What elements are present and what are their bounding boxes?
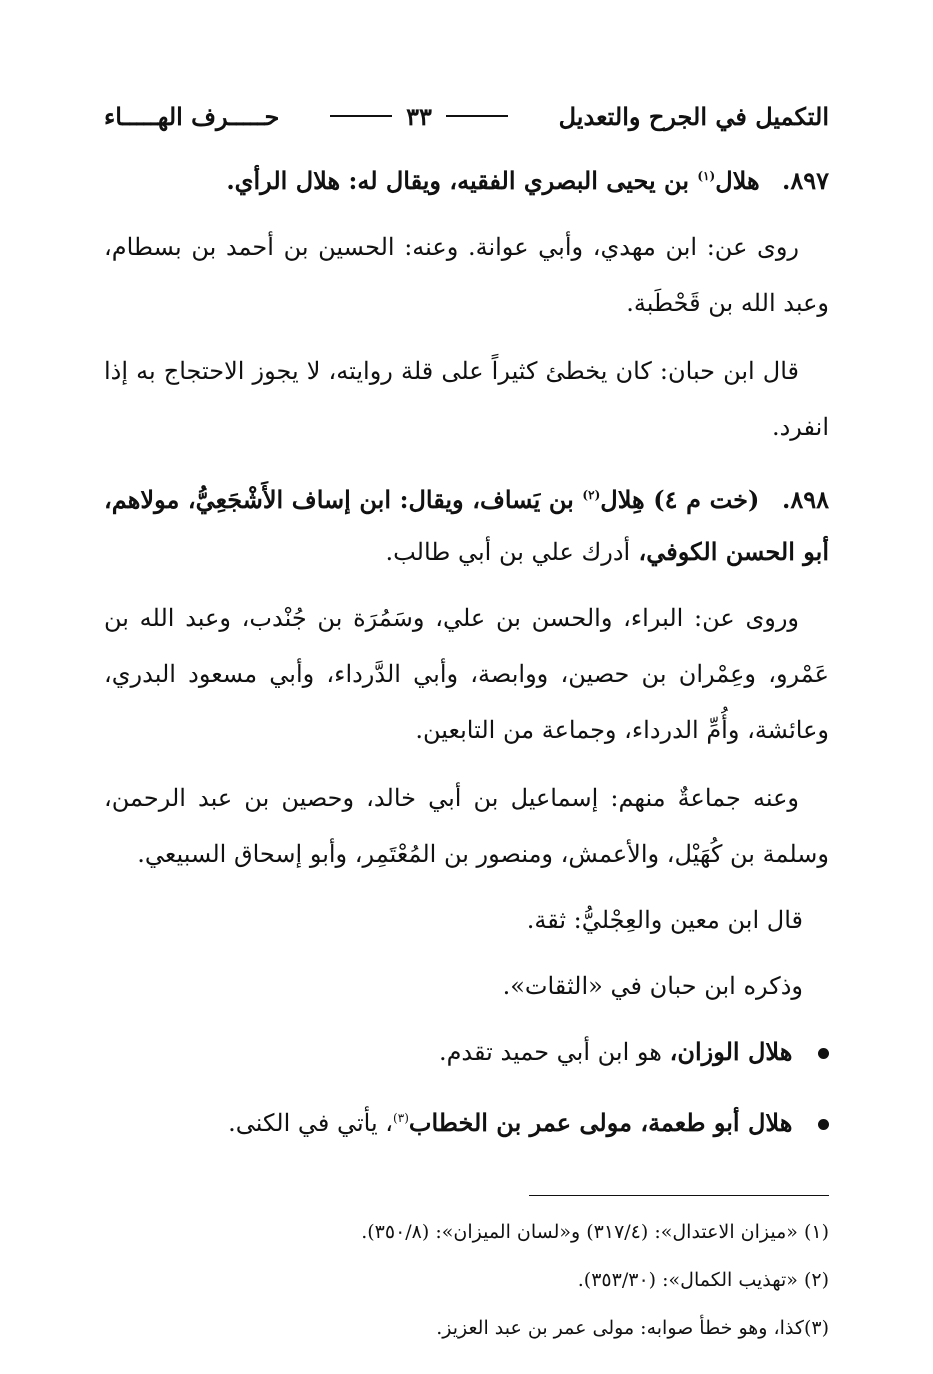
entry-898-grading: قال ابن معين والعِجْليُّ: ثقة. [526, 906, 803, 934]
footnote-divider [529, 1195, 829, 1196]
entry-name: هِلال [600, 485, 645, 514]
bullet-icon [818, 1048, 829, 1059]
book-title: التكميل في الجرح والتعديل [558, 101, 829, 131]
footnote: (٣)كذا، وهو خطأ صوابه: مولى عمر بن عبد العزيز. [436, 1317, 829, 1339]
entry-title-rest: بن يحيى البصري الفقيه، ويقال له: هلال الرأي. [226, 166, 689, 195]
footnote: (١) «ميزان الاعتدال»: (٣١٧/٤) و«لسان الميزان»: (٣٥٠/٨). [361, 1221, 829, 1243]
cross-reference-name: هلال الوزان، [669, 1037, 793, 1066]
header-rule-left [330, 115, 392, 117]
entry-898-heading [104, 469, 829, 578]
running-header [104, 96, 829, 136]
footnote: (٢) «تهذيب الكمال»: (٣٥٣/٣٠). [577, 1269, 829, 1291]
entry-897-narrators: روى عن: ابن مهدي، وأبي عوانة. وعنه: الحسين بن أحمد بن بسطام، وعبد الله بن قَحْطَبة. [104, 233, 829, 317]
entry-title-rest: بن يَساف، ويقال: ابن إساف الأَشْجَعِيُّ، مولاهم، أبو الحسن الكوفي، [104, 485, 829, 566]
cross-reference-item [104, 1090, 829, 1151]
entry-title-tail: أدرك علي بن أبي طالب. [385, 538, 631, 566]
entry-898-narrated-from: وروى عن: البراء، والحسن بن علي، وسَمُرَة بن جُنْدب، وعبد الله بن عَمْرو، وعِمْران بن حصين، ووابصة، وأبي الدَّرداء، وأبي مسعود البدري، وعائشة، وأُمِّ الدرداء، وجماعة من التابعين. [104, 604, 829, 744]
page-number-group [316, 102, 522, 131]
entry-897-heading [104, 150, 829, 207]
entry-codes: (خت م ٤) [653, 485, 760, 514]
entry-number: ٨٩٨. [781, 485, 829, 514]
cross-reference-name: هلال أبو طعمة، مولى عمر بن الخطاب [408, 1108, 793, 1137]
bullet-icon [818, 1119, 829, 1130]
section-title: حـــــرف الهـــــاء [104, 101, 280, 131]
entry-897-critique: قال ابن حبان: كان يخطئ كثيراً على قلة روايته، لا يجوز الاحتجاج به إذا انفرد. [104, 357, 829, 441]
cross-reference-item [104, 1024, 829, 1080]
footnote-ref: (١) [697, 169, 716, 183]
cross-reference-text: هو ابن أبي حميد تقدم. [438, 1038, 662, 1066]
page-number: ٣٣ [406, 101, 432, 131]
footnote-ref: (٣) [393, 1111, 409, 1125]
footnote-ref: (٢) [582, 488, 601, 502]
entry-name: هلال [715, 166, 760, 195]
entry-898-mention: وذكره ابن حبان في «الثقات». [502, 972, 803, 1000]
entry-898-narrated-by: وعنه جماعةٌ منهم: إسماعيل بن أبي خالد، وحصين بن عبد الرحمن، وسلمة بن كُهَيْل، والأعمش، ومنصور بن المُعْتَمِر، وأبو إسحاق السبيعي. [104, 784, 829, 868]
entry-number: ٨٩٧. [781, 166, 829, 195]
header-rule-right [446, 115, 508, 117]
cross-reference-text: ، يأتي في الكنى. [228, 1109, 394, 1137]
